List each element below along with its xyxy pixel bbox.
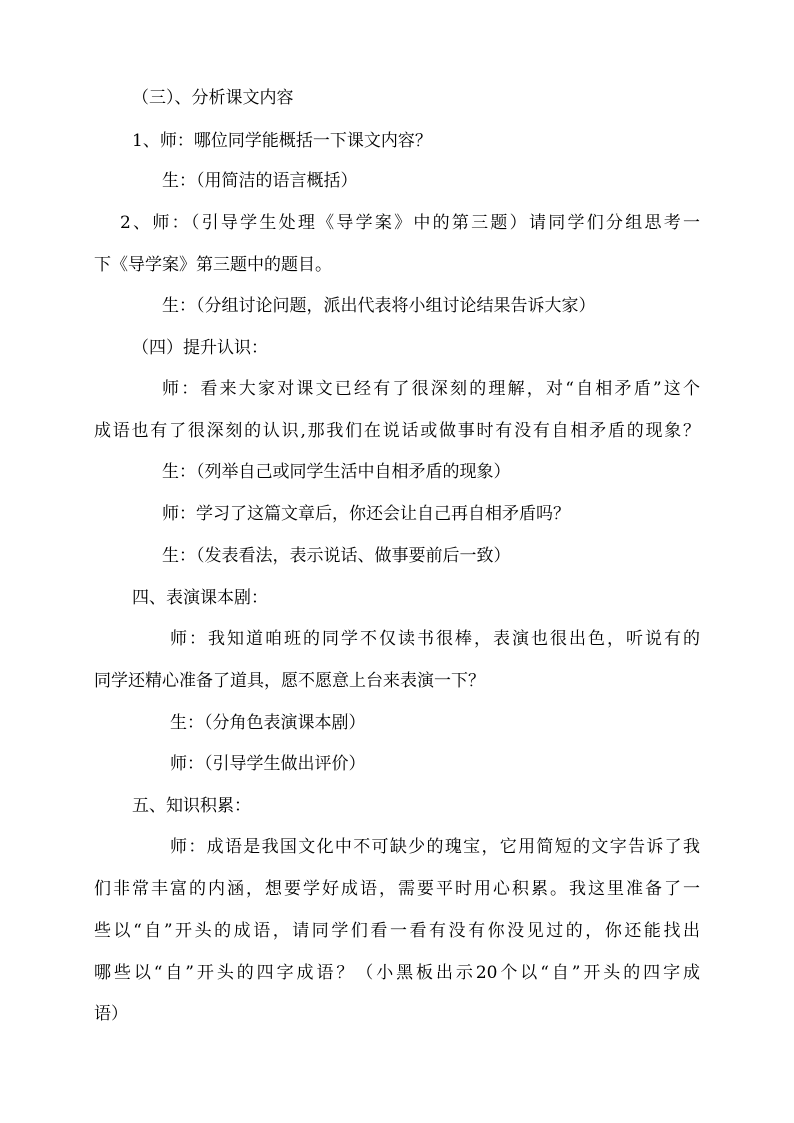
section-heading-improve-understanding: （四）提升认识： [132,338,268,358]
teacher-question-4: 师：学习了这篇文章后，你还会让自己再自相矛盾吗？ [162,504,570,524]
teacher-instruction-2-line-2: 下《导学案》第三题中的题目。 [94,255,332,275]
student-response-1: 生：（用简洁的语言概括） [162,171,358,191]
teacher-evaluation-guidance: 师：（引导学生做出评价） [170,754,366,774]
teacher-paragraph-5-line-1: 师：我知道咱班的同学不仅读书很棒，表演也很出色，听说有的 [170,629,700,649]
teacher-paragraph-6-line-2: 们非常丰富的内涵，想要学好成语，需要平时用心积累。我这里准备了一 [94,879,700,899]
student-response-5: 生：（分角色表演课本剧） [170,713,366,733]
teacher-paragraph-6-line-5: 语） [94,1004,128,1024]
teacher-paragraph-3-line-1: 师：看来大家对课文已经有了很深刻的理解，对“自相矛盾”这个 [162,379,700,399]
student-response-2: 生：（分组讨论问题，派出代表将小组讨论结果告诉大家） [162,296,596,316]
student-response-3: 生：（列举自己或同学生活中自相矛盾的现象） [162,462,511,482]
section-heading-knowledge-accumulation: 五、知识积累： [132,796,251,816]
teacher-paragraph-6-line-3: 些以“自”开头的成语，请同学们看一看有没有你没见过的，你还能找出 [94,921,700,941]
teacher-paragraph-5-line-2: 同学还精心准备了道具，愿不愿意上台来表演一下？ [94,671,485,691]
teacher-instruction-2-line-1: 2、师：（引导学生处理《导学案》中的第三题）请同学们分组思考一 [120,213,700,233]
teacher-paragraph-3-line-2: 成语也有了很深刻的认识,那我们在说话或做事时有没有自相矛盾的现象？ [94,421,700,441]
teacher-question-1: 1、师：哪位同学能概括一下课文内容？ [132,131,432,151]
section-heading-analyze-text: （三）、分析课文内容 [132,88,294,108]
teacher-paragraph-6-line-1: 师：成语是我国文化中不可缺少的瑰宝，它用简短的文字告诉了我 [170,837,700,857]
teacher-paragraph-6-line-4: 哪些以“自”开头的四字成语？（小黑板出示20个以“自”开头的四字成 [94,963,700,983]
section-heading-textbook-drama: 四、表演课本剧： [132,588,268,608]
student-response-4: 生：（发表看法，表示说话、做事要前后一致） [162,546,511,566]
